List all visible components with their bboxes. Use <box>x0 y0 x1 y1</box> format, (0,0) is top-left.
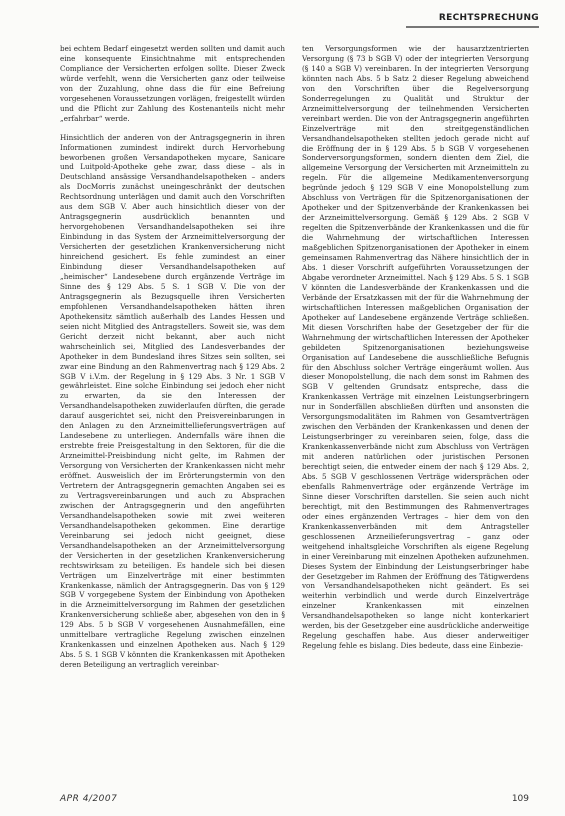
left-column <box>60 44 285 679</box>
paragraph: Hinsichtlich der anderen von der Antragsgegnerin in ihren Informationen zumindest indirekt durch Hervorhebung beworbenen großen Versandapotheken mycare, Sanicare und Luitpold-Apotheke gehe zwar, dass diese – als in Deutschland ansässige Versandhandelsapotheken – anders als DocMorris zunächst uneingeschränkt der deutschen Rechtsordnung unterlägen und damit auch den Vorschriften aus dem SGB V. Aber auch hinsichtlich dieser von der Antragsgegnerin ausdrücklich benannten und hervorgehobenen Versandhandelsapotheken sei ihre Einbindung in das System der Arzneimittelversorgung der Versicherten der gesetzlichen Krankenversicherung nicht hinreichend gesichert. Es fehle zumindest an einer Einbindung dieser Versandhandelsapotheken auf „heimischer“ Landesebene durch ergänzende Verträge im Sinne des § 129 Abs. 5 S. 1 SGB V. Die von der Antragsgegnerin als Bezugsquelle ihren Versicherten empfohlenen Versandhandelsapotheken hätten ihren Apothekensitz sämtlich außerhalb des Landes Hessen und seien nicht Mitglied des Antragstellers. Soweit sie, was dem Gericht derzeit nicht bekannt, aber auch nicht wahrscheinlich sei, Mitglied des Landesverbandes der Apotheker in dem Bundesland ihres Sitzes sein sollten, sei zwar eine Bindung an den Rahmenvertrag nach § 129 Abs. 2 SGB V i.V.m. der Regelung in § 129 Abs. 3 Nr. 1 SGB V gewährleistet. Eine solche Einbindung sei jedoch eher nicht zu erwarten, da sie den Interessen der Versandhandelsapotheken zuwiderlaufen dürften, die gerade darauf ausgerichtet sei, nicht den Preisvereinbarungen in den Anlagen zu den Arzneimittellieferungsverträgen auf Landesebene zu unterliegen. Andernfalls wäre ihnen die erstrebte freie Preisgestaltung in den Sektoren, für die die Arzneimittel-Preisbindung nicht gelte, im Rahmen der Versorgung von Versicherten der Krankenkassen nicht mehr eröffnet. Ausweislich der im Erörterungstermin von den Vertretern der Antragsgegnerin gemachten Angaben sei es zu Vertragsvereinbarungen und auch zu Absprachen zwischen der Antragsgegnerin und den angeführten Versandhandelsapotheken sowie mit zwei weiteren Versandhandelsapotheken gekommen. Eine derartige Vereinbarung sei jedoch nicht geeignet, diese Versandhandelsapotheken an der Arzneimittelversorgung der Versicherten in der gesetzlichen Krankenversicherung rechtswirksam zu beteiligen. Es handele sich bei diesen Verträgen um Einzelverträge mit einer bestimmten Krankenkasse, nämlich der Antragsgegnerin. Das von § 129 SGB V vorgegebene System der Einbindung von Apotheken in die Arzneimittelversorgung im Rahmen der gesetzlichen Krankenversicherung schließe aber, abgesehen von den in § 129 Abs. 5 b SGB V vorgesehenen Ausnahmefällen, eine unmittelbare vertragliche Regelung zwischen einzelnen Krankenkassen und einzelnen Apotheken aus. Nach § 129 Abs. 5 S. 1 SGB V könnten die Krankenkassen mit Apotheken deren Beteiligung an vertraglich vereinbar- <box>60 132 285 670</box>
paragraph: bei echtem Bedarf eingesetzt werden sollten und damit auch eine konsequente Einsichtnahme mit entsprechenden Compliance der Versicherten erfolgen sollte. Dieser Zweck würde verfehlt, wenn die Versicherten ganz oder teilweise von der Zuzahlung, ohne dass die für eine Befreiung vorgesehenen Voraussetzungen vorlägen, freigestellt würden und die Pflicht zur Zahlung des Kostenanteils nicht mehr „erfahrbar“ werde. <box>60 44 285 123</box>
section-label: RECHTSPRECHUNG <box>438 13 539 23</box>
journal-issue: APR 4/2007 <box>60 794 118 804</box>
paragraph: ten Versorgungsformen wie der hausarztzentrierten Versorgung (§ 73 b SGB V) oder der integrierten Versorgung (§ 140 a SGB V) vereinbaren. In der integrierten Versorgung könnten nach Abs. 5 b Satz 2 dieser Regelung abweichend von den Vorschriften über die Regelversorgung Sonderregelungen zu Qualität und Struktur der Arzneimittelversorgung der teilnehmenden Versicherten vereinbart werden. Die von der Antragsgegnerin angeführten Einzelverträge mit den streitgegenständlichen Versandhandelsapotheken stellten jedoch gerade nicht auf die Eröffnung der in § 129 Abs. 5 b SGB V vorgesehenen Sonderversorgungsformen, sondern dienten dem Ziel, die allgemeine Versorgung der Versicherten mit Arzneimitteln zu regeln. Für die allgemeine Medikamentenversorgung begründe jedoch § 129 SGB V eine Monopolstellung zum Abschluss von Verträgen für die Spitzenorganisationen der Apotheker und der Spitzenverbände der Krankenkassen bei der Arzneimittelversorgung. Gemäß § 129 Abs. 2 SGB V regelten die Spitzenverbände der Krankenkassen und die für die Wahrnehmung der wirtschaftlichen Interessen maßgeblichen Spitzenorganisationen der Apotheker in einem gemeinsamen Rahmenvertrag das Nähere hinsichtlich der in Abs. 1 dieser Vorschrift aufgeführten Voraussetzungen der Abgabe verordneter Arzneimittel. Nach § 129 Abs. 5 S. 1 SGB V könnten die Landesverbände der Krankenkassen und die Verbände der Ersatzkassen mit der für die Wahrnehmung der wirtschaftlichen Interessen maßgeblichen Organisation der Apotheker auf Landesebene ergänzende Verträge schließen. Mit diesen Vorschriften habe der Gesetzgeber der für die Wahrnehmung der wirtschaftlichen Interessen der Apotheker gebildeten Spitzenorganisationen beziehungsweise Organisation auf Landesebene die ausschließliche Befugnis für den Abschluss solcher Verträge eingeräumt wollen. Aus dieser Monopolstellung, die nach dem sonst im Rahmen des SGB V geltenden Grundsatz entspreche, dass die Krankenkassen Verträge mit einzelnen Leistungserbringern nur in Sonderfällen abschließen dürften und ansonsten die Versorgungsmodalitäten im Rahmen von Gesamtverträgen zwischen den Verbänden der Krankenkassen und denen der Leistungserbringer zu vereinbaren seien, folge, dass die Krankenkassenverbände nicht zum Abschluss von Verträgen mit anderen natürlichen oder juristischen Personen berechtigt seien, die entweder einem der nach § 129 Abs. 2, Abs. 5 SGB V geschlossenen Verträge widersprächen oder ebenfalls Rahmenverträge oder ergänzende Verträge im Sinne dieser Vorschriften darstellen. Sie seien auch nicht berechtigt, mit den Bestimmungen des Rahmenvertrages oder eines ergänzenden Vertrages – hier dem von den Krankenkassenverbänden mit dem Antragsteller geschlossenen Arzneilieferungsvertrag – ganz oder weitgehend inhaltsgleiche Vorschriften als eigene Regelung in einer Vereinbarung mit einzelnen Apotheken aufzunehmen. Dieses System der Einbindung der Leistungserbringer habe der Gesetzgeber im Rahmen der Eröffnung des Tätigwerdens von Versandhandelsapotheken nicht geändert. Es sei weiterhin verbindlich und werde durch Einzelverträge einzelner Krankenkassen mit einzelnen Versandhandelsapotheken so lange nicht konterkariert werden, bis der Gesetzgeber eine ausdrückliche anderweitige Regelung geschaffen habe. Aus dieser anderweitiger Regelung fehle es bislang. Dies bedeute, dass eine Einbezie- <box>302 44 529 651</box>
page-footer <box>60 794 529 808</box>
page-number: 109 <box>511 794 529 804</box>
page-header <box>0 0 565 34</box>
right-column <box>302 44 529 660</box>
section-rule <box>406 26 539 28</box>
